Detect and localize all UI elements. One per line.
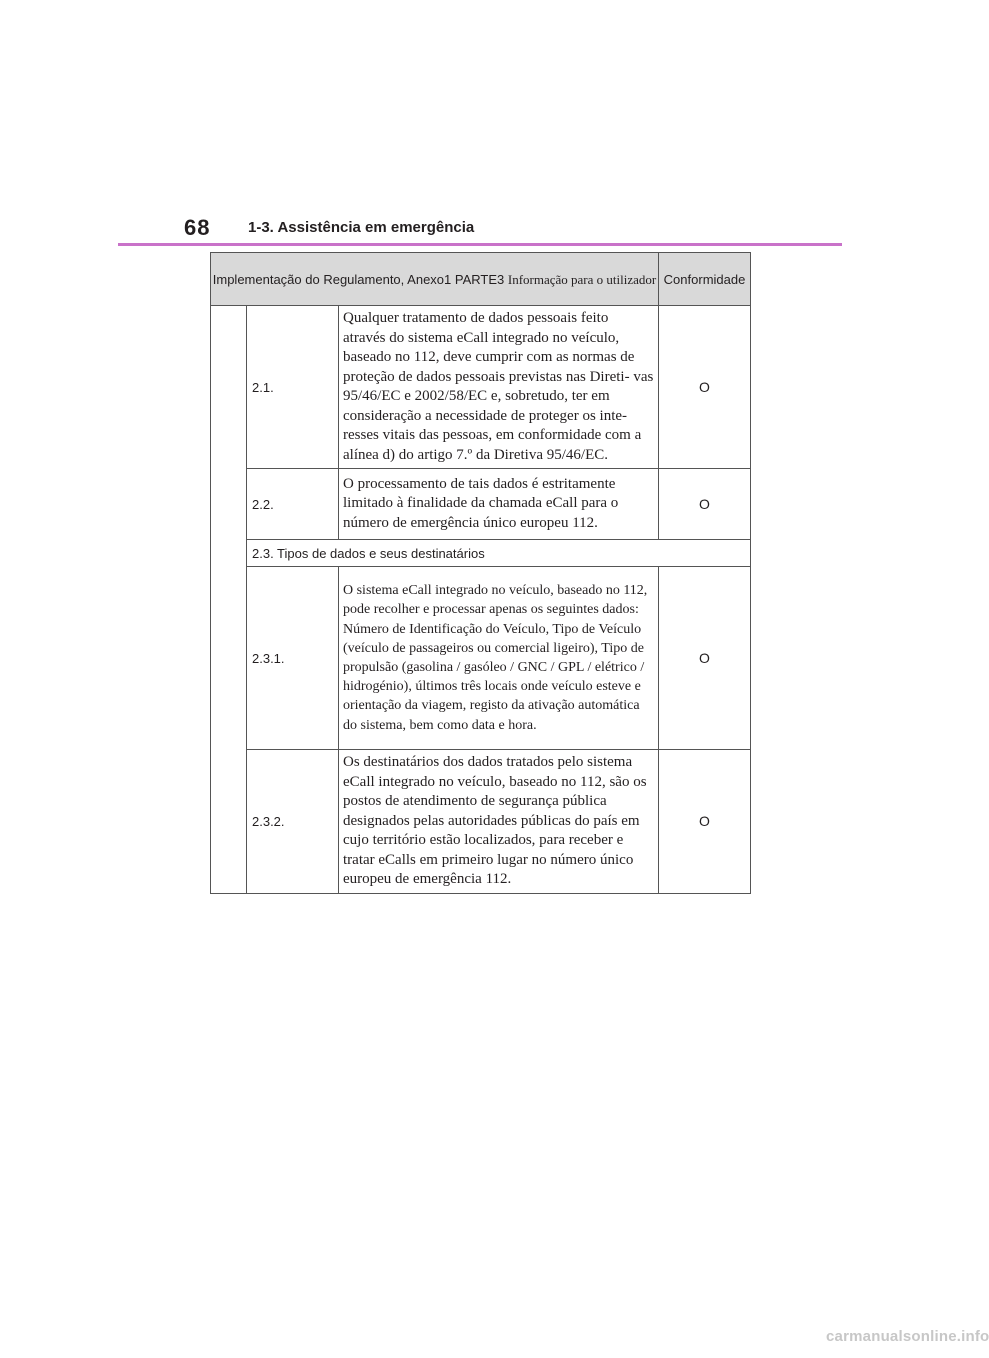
header-conformity: Conformidade [659,253,751,306]
row-number: 2.3.1. [247,567,339,750]
row-text: O sistema eCall integrado no veículo, baseado no 112, pode recolher e processar apenas os seguintes dados: Número de Identificação do Veículo, Tipo de Veículo (veículo de passageiros ou comercial ligeiro), Tipo de propulsão (gasolina / gasóleo / GNC / GPL / elétrico / hidrogénio), últimos três locais onde veículo esteve e orientação da viagem, registo da ativação automática do sistema, bem como data e hora. [339,567,659,750]
row-text: O processamento de tais dados é estritamente limitado à finalidade da chamada eCall para o número de emergência único europeu 112. [339,469,659,540]
subheading: 2.3. Tipos de dados e seus destinatários [247,540,751,567]
row-text: Os destinatários dos dados tratados pelo sistema eCall integrado no veículo, baseado no 112, são os postos de atendimento de segurança pública designados pelas autoridades públicas do país em cujo território estão localizados, para receber e tratar eCalls em primeiro lugar no número único europeu de emergência 112. [339,750,659,894]
row-conformity: O [659,567,751,750]
table-row [211,469,751,540]
header-rule [118,243,842,246]
table-subheading-row [211,540,751,567]
regulation-table [210,252,751,894]
row-conformity: O [659,469,751,540]
row-text: Qualquer tratamento de dados pessoais feito através do sistema eCall integrado no veículo, baseado no 112, deve cumprir com as normas de proteção de dados pessoais previstas nas Direti- vas 95/46/EC e 2002/58/EC e, sobretudo, ter em consideração a necessidade de proteger os inte- resses vitais das pessoas, em conformidade com a alínea d) do artigo 7.º da Diretiva 95/46/EC. [339,306,659,469]
header-implementation-serif: Informação para o utilizador [507,271,657,287]
watermark: carmanualsonline.info [826,1328,989,1345]
row-conformity: O [659,306,751,469]
row-number: 2.2. [247,469,339,540]
indent-column [211,306,247,894]
table-row [211,567,751,750]
header-implementation-sans: Implementação do Regulamento, Anexo1 PARTE3 [212,271,505,287]
row-number: 2.3.2. [247,750,339,894]
table-header-row [211,253,751,306]
page-number: 68 [184,215,211,240]
table-row [211,306,751,469]
header-implementation [211,253,659,306]
row-number: 2.1. [247,306,339,469]
row-conformity: O [659,750,751,894]
table-row [211,750,751,894]
section-title: 1-3. Assistência em emergência [248,219,475,236]
